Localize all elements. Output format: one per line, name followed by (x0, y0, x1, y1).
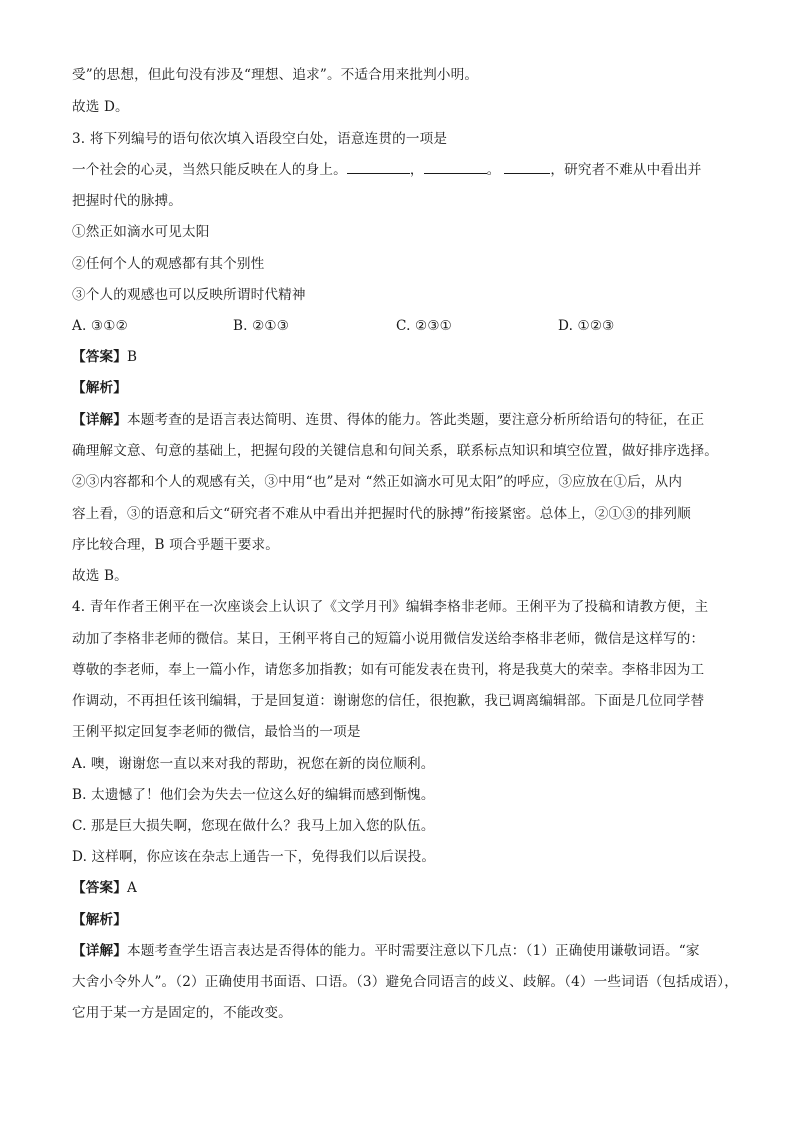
question-4-stem: 4. 青年作者王俐平在一次座谈会上认识了《文学月刊》编辑李格非老师。王俐平为了投稿和请教方便，主 (72, 599, 709, 615)
fill-blank-3 (504, 160, 550, 174)
text-line: 作调动，不再担任该刊编辑，于是回复道：谢谢您的信任，很抱歉，我已调离编辑部。下面是几位同学替 (72, 693, 705, 709)
text-line: 容上看，③的语意和后文“研究者不难从中看出并把握时代的脉搏”衔接紧密。总体上，②①③的排列顺 (72, 506, 691, 522)
option-c: C. 那是巨大损失啊，您现在做什么？我马上加入您的队伍。 (72, 818, 435, 834)
text-line: 故选 D。 (72, 99, 129, 115)
detail-tag: 【详解】 (72, 943, 127, 959)
fill-blank-2 (424, 160, 487, 174)
detail-text: 本题考查学生语言表达是否得体的能力。平时需要注意以下几点：（1）正确使用谦敬词语。“家 (126, 943, 700, 959)
question-3-passage (72, 160, 702, 180)
sentence-2: ②任何个人的观感都有其个别性 (72, 256, 265, 272)
text-line: 故选 B。 (72, 568, 128, 584)
passage-text: 一个社会的心灵，当然只能反映在人的身上。 (72, 162, 347, 178)
text-line: 确理解文意、句意的基础上，把握句段的关键信息和句间关系，联系标点知识和填空位置，做好排序选择。 (72, 443, 718, 459)
question-3-answer (72, 347, 137, 367)
text-line: 尊敬的李老师，奉上一篇小作，请您多加指教；如有可能发表在贵刊，将是我莫大的荣幸。李格非因为工 (72, 662, 705, 678)
text-line: ②③内容都和个人的观感有关，③中用“也”是对 “然正如滴水可见太阳”的呼应，③应放在①后，从内 (72, 474, 683, 490)
text-line: 受”的思想，但此句没有涉及“理想、追求”。不适合用来批判小明。 (72, 67, 479, 83)
text-line: 动加了李格非老师的微信。某日，王俐平将自己的短篇小说用微信发送给李格非老师，微信是这样写的： (72, 631, 705, 647)
detail-text: 本题考查的是语言表达简明、连贯、得体的能力。答此类题，要注意分析所给语句的特征，在正 (126, 412, 705, 428)
text-line: 把握时代的脉搏。 (72, 193, 182, 209)
text-line: 王俐平拟定回复李老师的微信，最恰当的一项是 (72, 724, 361, 740)
option-c: C. ②③① (396, 318, 453, 334)
option-a: A. 噢，谢谢您一直以来对我的帮助，祝您在新的岗位顺利。 (72, 756, 435, 772)
sentence-1: ①然正如滴水可见太阳 (72, 224, 210, 240)
answer-tag: 【答案】 (72, 349, 127, 365)
text-line: 序比较合理，B 项合乎题干要求。 (72, 537, 280, 553)
text-line: 它用于某一方是固定的，不能改变。 (72, 1005, 292, 1021)
option-b: B. 太遗憾了！他们会为失去一位这么好的编辑而感到惭愧。 (72, 787, 435, 803)
question-3-options (72, 316, 722, 336)
passage-punct: ， (409, 162, 424, 178)
detail-tag: 【详解】 (72, 412, 127, 428)
answer-value: B (126, 349, 138, 365)
fill-blank-1 (347, 160, 410, 174)
analysis-tag: 【解析】 (72, 912, 127, 928)
answer-value: A (126, 880, 137, 896)
option-b: B. ②①③ (233, 318, 290, 334)
option-d: D. ①②③ (558, 318, 615, 334)
option-a: A. ③①② (72, 318, 128, 334)
passage-punct: 。 (486, 162, 501, 178)
passage-text: ，研究者不难从中看出并 (550, 162, 702, 178)
question-3-stem: 3. 将下列编号的语句依次填入语段空白处，语意连贯的一项是 (72, 131, 448, 147)
option-d: D. 这样啊，你应该在杂志上通告一下，免得我们以后误投。 (72, 849, 436, 865)
question-4-detail (72, 941, 700, 961)
question-4-answer (72, 878, 137, 898)
sentence-3: ③个人的观感也可以反映所谓时代精神 (72, 287, 306, 303)
analysis-tag: 【解析】 (72, 380, 127, 396)
question-3-detail (72, 410, 704, 430)
answer-tag: 【答案】 (72, 880, 127, 896)
text-line: 大舍小令外人”。（2）正确使用书面语、口语。（3）避免合同语言的歧义、歧解。（4）一些词语（包括成语）， (72, 974, 738, 990)
